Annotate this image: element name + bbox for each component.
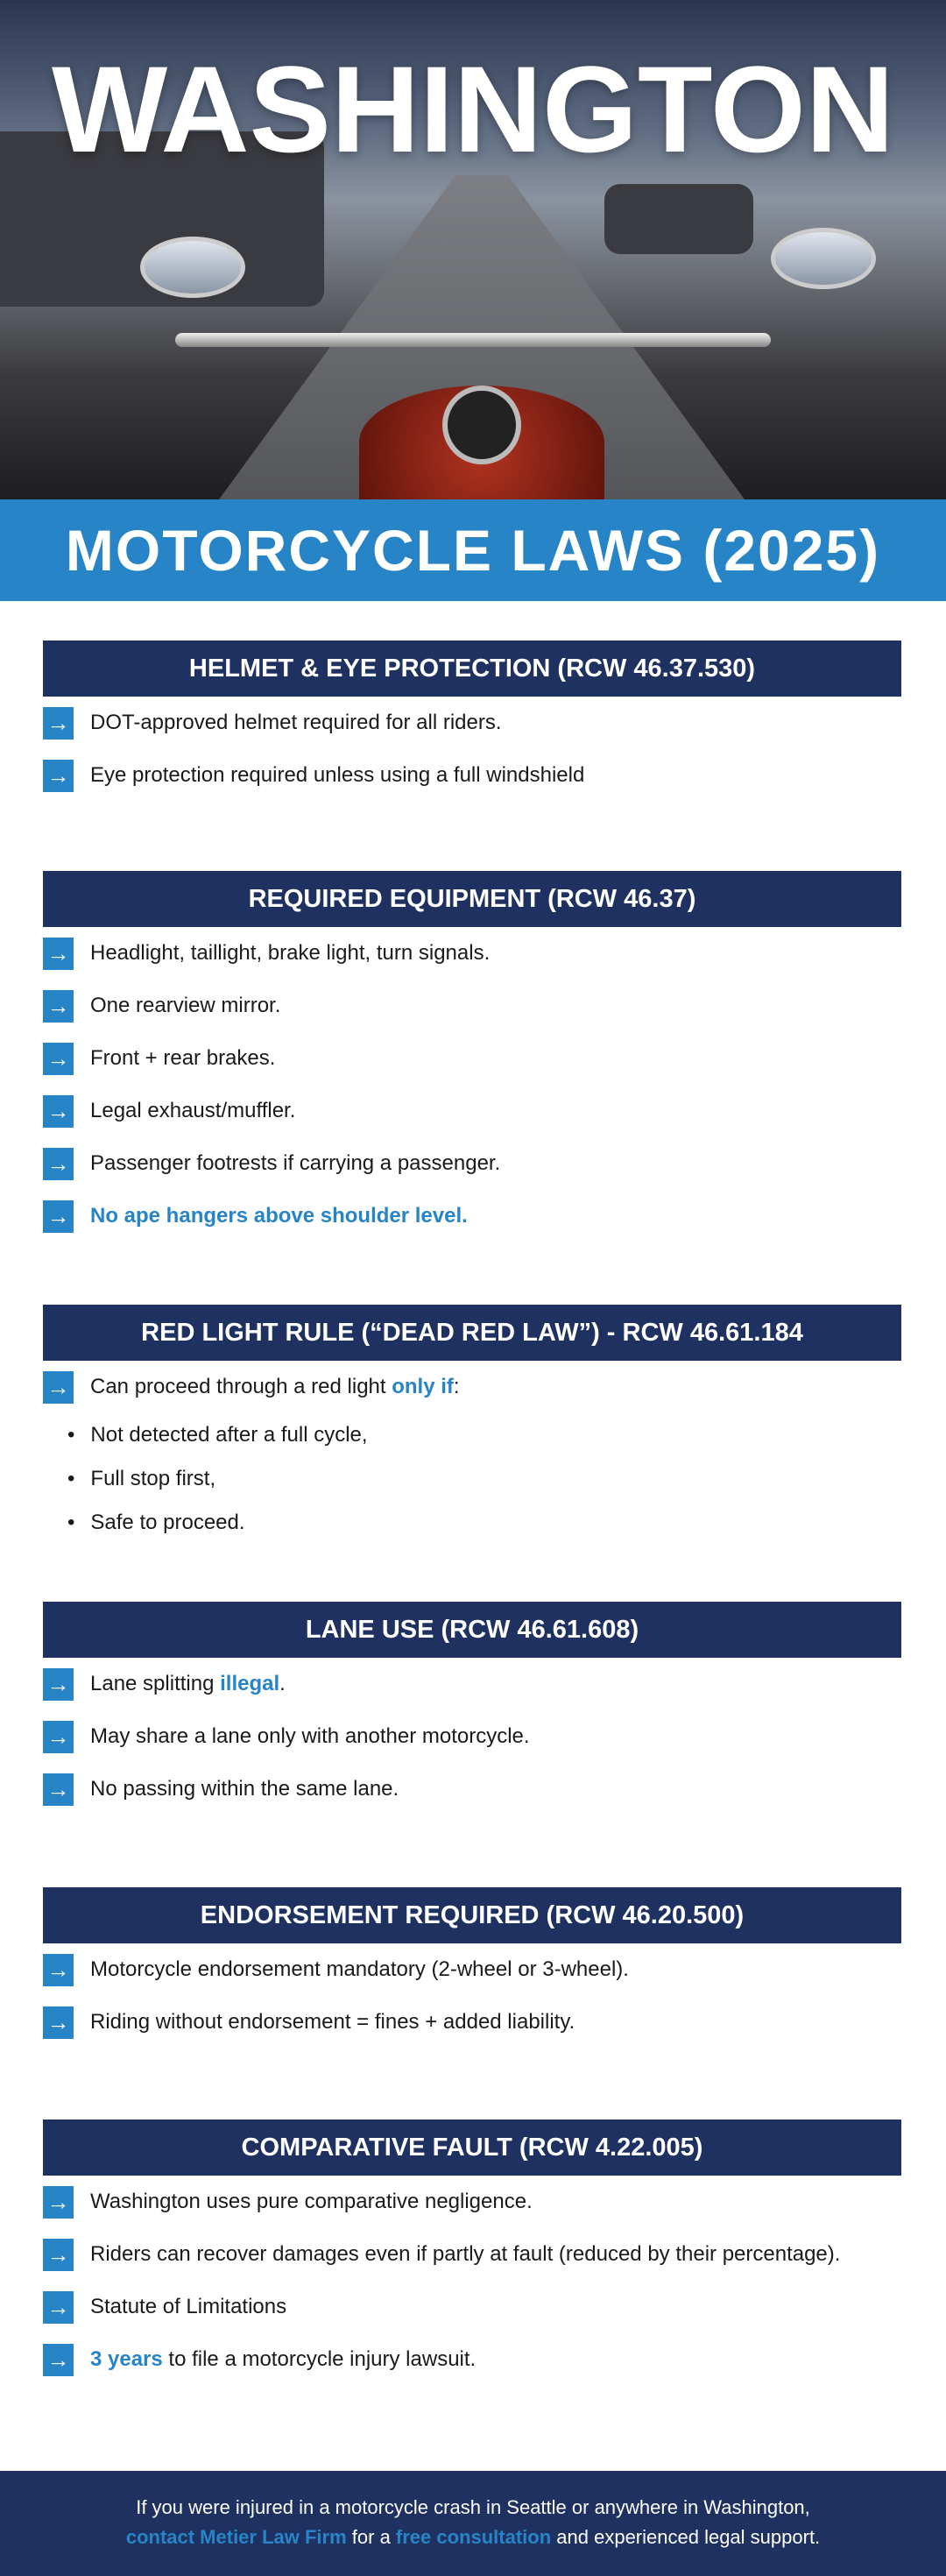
list-item: → Front + rear brakes. — [43, 1032, 901, 1085]
speedometer — [442, 386, 521, 464]
section-helmet — [43, 640, 901, 802]
free-consultation-link[interactable]: free consultation — [395, 2526, 552, 2548]
list-item: → Riding without endorsement = fines + added liability. — [43, 1996, 901, 2049]
footer-line-1: If you were injured in a motorcycle crash in Seattle or anywhere in Washington, — [136, 2496, 810, 2518]
arrow-right-icon: → — [43, 1668, 74, 1701]
section-endorsement — [43, 1887, 901, 2049]
list-item: → Legal exhaust/muffler. — [43, 1085, 901, 1137]
list-item: → Motorcycle endorsement mandatory (2-wheel or 3-wheel). — [43, 1943, 901, 1996]
handlebar — [175, 333, 771, 347]
arrow-right-icon: → — [43, 2006, 74, 2039]
bullet-item: • Safe to proceed. — [43, 1501, 901, 1545]
list-item: → No passing within the same lane. — [43, 1763, 901, 1815]
list-item: → DOT-approved helmet required for all riders. — [43, 697, 901, 749]
subtitle-band — [0, 499, 946, 601]
list-item: → One rearview mirror. — [43, 980, 901, 1032]
section-header: HELMET & EYE PROTECTION (RCW 46.37.530) — [43, 640, 901, 697]
section-red-light — [43, 1305, 901, 1545]
bullet-item: • Not detected after a full cycle, — [43, 1413, 901, 1457]
footer-cta: If you were injured in a motorcycle crash in Seattle or anywhere in Washington, contact Metier Law Firm for a free consultation and experienced legal support. — [0, 2471, 946, 2576]
section-header: COMPARATIVE FAULT (RCW 4.22.005) — [43, 2120, 901, 2176]
arrow-right-icon: → — [43, 1043, 74, 1075]
arrow-right-icon: → — [43, 1148, 74, 1180]
list-item: → Lane splitting illegal . — [43, 1658, 901, 1710]
list-item: → Passenger footrests if carrying a passenger. — [43, 1137, 901, 1190]
arrow-right-icon: → — [43, 2291, 74, 2324]
list-item: → 3 years to file a motorcycle injury lawsuit. — [43, 2333, 901, 2386]
section-header: RED LIGHT RULE (“DEAD RED LAW”) - RCW 46.61.184 — [43, 1305, 901, 1361]
arrow-right-icon: → — [43, 938, 74, 970]
arrow-right-icon: → — [43, 760, 74, 792]
arrow-right-icon: → — [43, 1954, 74, 1986]
arrow-right-icon: → — [43, 1773, 74, 1806]
hero-image — [0, 0, 946, 499]
contact-link[interactable]: contact Metier Law Firm — [125, 2526, 347, 2548]
section-equipment — [43, 871, 901, 1242]
mirror-left — [140, 237, 245, 298]
list-item: → Statute of Limitations — [43, 2281, 901, 2333]
list-item: → Headlight, taillight, brake light, turn signals. — [43, 927, 901, 980]
bullet-item: • Full stop first, — [43, 1457, 901, 1501]
section-header: ENDORSEMENT REQUIRED (RCW 46.20.500) — [43, 1887, 901, 1943]
arrow-right-icon: → — [43, 1721, 74, 1753]
list-item: → No ape hangers above shoulder level. — [43, 1190, 901, 1242]
section-comparative-fault — [43, 2120, 901, 2386]
hero-title: WASHINGTON — [52, 40, 894, 178]
arrow-right-icon: → — [43, 1371, 74, 1404]
list-item: → Eye protection required unless using a full windshield — [43, 749, 901, 802]
section-lane-use — [43, 1602, 901, 1815]
mirror-right — [771, 228, 876, 289]
arrow-right-icon: → — [43, 2344, 74, 2376]
list-item: → Washington uses pure comparative negligence. — [43, 2176, 901, 2228]
arrow-right-icon: → — [43, 2239, 74, 2271]
list-item: → Riders can recover damages even if partly at fault (reduced by their percentage). — [43, 2228, 901, 2281]
arrow-right-icon: → — [43, 1200, 74, 1233]
truck-right — [604, 184, 753, 254]
list-item: → May share a lane only with another motorcycle. — [43, 1710, 901, 1763]
list-item: → Can proceed through a red light only if : — [43, 1361, 901, 1413]
subtitle: MOTORCYCLE LAWS (2025) — [65, 518, 881, 583]
arrow-right-icon: → — [43, 990, 74, 1023]
section-header: LANE USE (RCW 46.61.608) — [43, 1602, 901, 1658]
section-header: REQUIRED EQUIPMENT (RCW 46.37) — [43, 871, 901, 927]
arrow-right-icon: → — [43, 1095, 74, 1128]
arrow-right-icon: → — [43, 2186, 74, 2219]
arrow-right-icon: → — [43, 707, 74, 740]
